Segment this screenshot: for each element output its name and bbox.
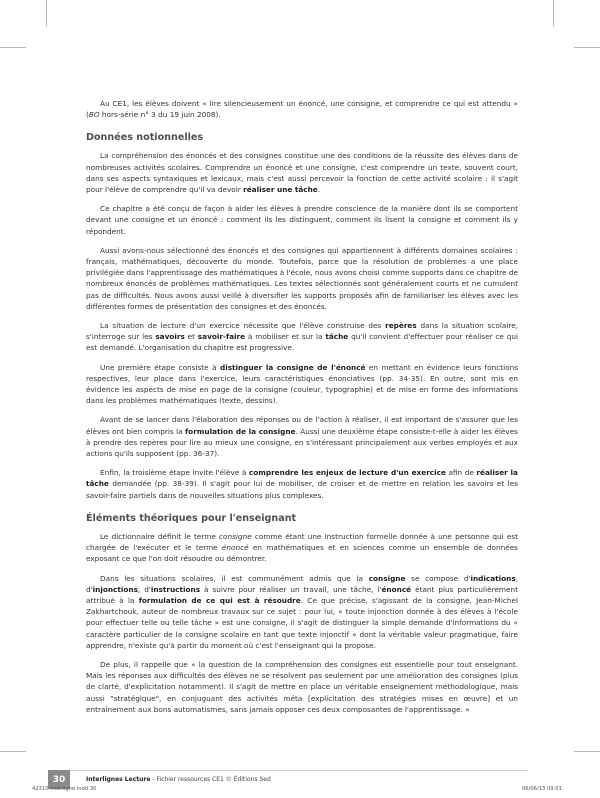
- body-paragraph: Le dictionnaire définit le terme consigne comme étant une instruction formelle donnée à une personne qui est chargée de l'exécuter et le terme énoncé en mathématiques et en sciences comme un ensemble de données exposant ce que l'on doit résoudre ou démontrer.: [86, 531, 519, 564]
- body-paragraph: De plus, il rappelle que « la question de la compréhension des consignes est essentielle pour tout enseignant. Mais les réponses aux difficultés des élèves ne se résolvent pas seulement par une amélioration des consignes (plus de clarté, d'explicitation notamment). Il s'agit de mettre en place un véritable enseignement méthodologique, mais aussi "stratégique", en conjuguant des activités méta [explicitation des stratégies mises en œuvre] et un entraînement aux bons automatismes, sans jamais opposer ces deux composantes de l'apprentissage. »: [86, 659, 518, 714]
- footer-description: - Fichier ressources CE1 © Éditions Sed: [150, 776, 271, 783]
- footer-brand: Interlignes Lecture: [86, 776, 151, 783]
- body-paragraph: Dans les situations scolaires, il est communément admis que la consigne se compose d'indications, d'injonctions, d'instructions à suivre pour réaliser un travail, une tâche, l'énoncé étant plus particulièrement attribué à la formulation de ce qui est à résoudre. Ce que précise, s'agissant de la consigne, Jean-Michel Zakhartchouk, auteur de nombreux travaux sur ce sujet : pour lui, « toute injonction donnée à des élèves à l'école pour effectuer telle ou telle tâche » est une consigne, il s'agit de distinguer la simple demande d'informations du « caractère particulier de la consigne scolaire en tant que texte injonctif » dont la véritable valeur pragmatique, faire apprendre, n'existe qu'à partir du moment où c'est l'enseignant qui la propose.: [86, 573, 519, 650]
- page-footer: [86, 776, 271, 783]
- crop-mark: [553, 0, 554, 26]
- crop-mark: [0, 751, 26, 752]
- slug-filename: 42310-interligne.indd 30: [32, 786, 97, 792]
- body-paragraph: Ce chapitre a été conçu de façon à aider les élèves à prendre conscience de la manière dont ils se comportent devant une consigne et un énoncé : comment ils les distinguent, comment ils lisent la consigne et comment ils y répondent.: [86, 204, 518, 236]
- body-paragraph: Enfin, la troisième étape invite l'élève à comprendre les enjeux de lecture d'un exercice afin de réaliser la tâche demandée (pp. 38-39). Il s'agit pour lui de mobiliser, de croiser et de mettre en relation les savoirs et les savoir-faire partiels dans de nouvelles situations plus complexes.: [86, 468, 518, 500]
- body-paragraph: Aussi avons-nous sélectionné des énoncés et des consignes qui appartiennent à différents domaines scolaires : français, mathématiques, découverte du monde. Toutefois, parce que la résolution de problèmes a une place privilégiée dans l'apprentissage des mathématiques à l'école, nous avons choisi comme supports dans ce chapitre de nombreux énoncés de problèmes mathématiques. Les textes sélectionnés sont généralement courts et ne cumulent pas de difficultés. Nous avons aussi veillé à diversifier les supports proposés afin de familiariser les élèves avec les différentes formes de présentation des consignes et des énoncés.: [86, 245, 518, 311]
- slug-date: 06/06/13 09:01: [522, 786, 562, 792]
- body-paragraph: La situation de lecture d'un exercice nécessite que l'élève construise des repères dans la situation scolaire, s'interroge sur les savoirs et savoir-faire à mobiliser et sur la tâche qu'il convient d'effectuer pour réaliser ce qui est demandé. L'organisation du chapitre est progressive.: [86, 321, 519, 353]
- crop-mark: [574, 47, 600, 48]
- section-heading-donnees: Données notionnelles: [86, 132, 204, 144]
- body-paragraph: Une première étape consiste à distinguer la consigne de l'énoncé en mettant en évidence leurs fonctions respectives, leur place dans l'exercice, leurs caractéristiques énonciatives (pp. 34-35). En outre, sont mis en évidence les aspects de mise en page de la consigne (couleur, typographie) et de mise en forme des informations dans les problèmes mathématiques (texte, dessins).: [86, 362, 518, 406]
- crop-mark: [46, 0, 47, 26]
- section-heading-elements: Éléments théoriques pour l'enseignant: [86, 512, 297, 524]
- page-body: [86, 98, 518, 723]
- crop-mark: [0, 47, 26, 48]
- footer-rule: [48, 770, 528, 771]
- page-number: 30: [48, 770, 70, 789]
- crop-mark: [574, 751, 600, 752]
- body-paragraph: La compréhension des énoncés et des consignes constitue une des conditions de la réussite des élèves dans de nombreuses activités scolaires. Comprendre un énoncé et une consigne, c'est comprendre un texte, souvent court, dans ses aspects syntaxiques et lexicaux, mais c'est aussi percevoir la fonction de cette activité scolaire : il s'agit pour l'élève de comprendre qu'il va devoir réaliser une tâche.: [86, 151, 518, 195]
- body-paragraph: Avant de se lancer dans l'élaboration des réponses ou de l'action à réaliser, il est important de s'assurer que les élèves ont bien compris la formulation de la consigne. Aussi une deuxième étape consiste-t-elle à aider les élèves à prendre des repères pour lire au mieux une consigne, en s'intéressant principalement aux verbes employés et aux actions qu'ils supposent (pp. 36-37).: [86, 415, 518, 459]
- intro-paragraph: Au CE1, les élèves doivent « lire silencieusement un énoncé, une consigne, et comprendre ce qui est attendu » (BO hors-série n° 3 du 19 juin 2008).: [86, 99, 518, 120]
